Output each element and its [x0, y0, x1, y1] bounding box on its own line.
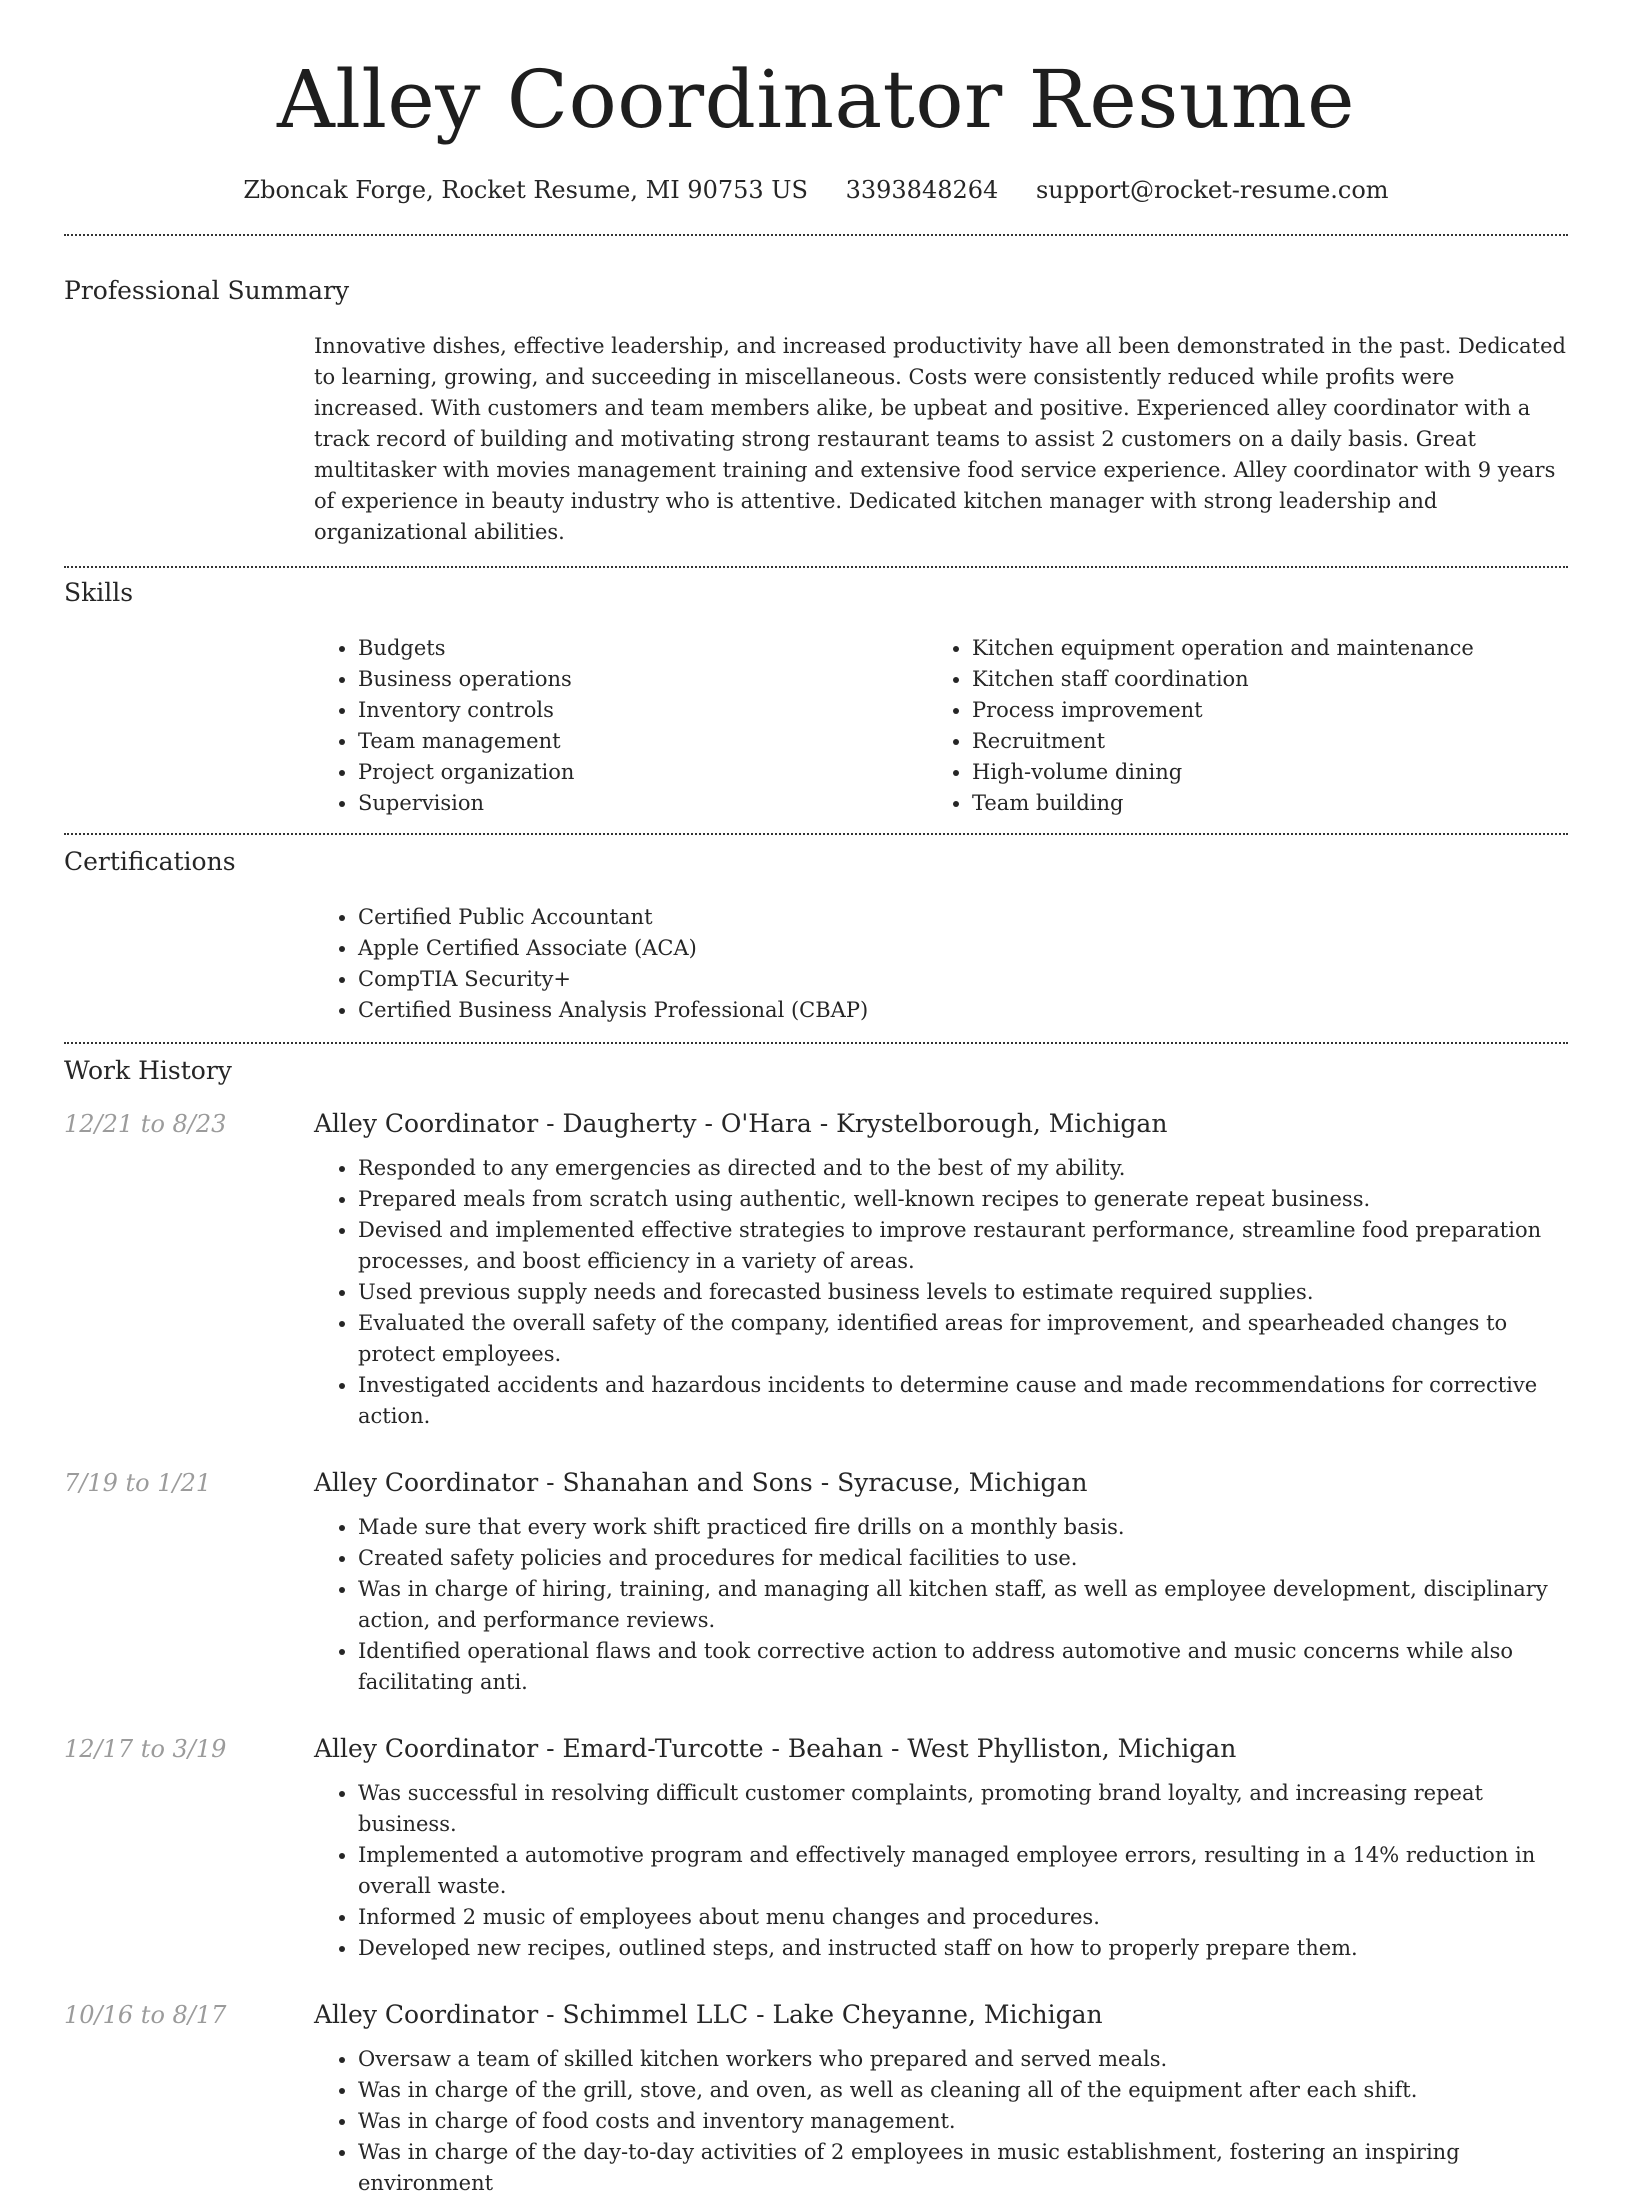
job-dates: 12/17 to 3/19 — [64, 1735, 227, 1763]
certifications-section — [64, 847, 1568, 1026]
job-bullet: • Used previous supply needs and forecasted business levels to estimate required supplies. — [358, 1277, 1568, 1308]
skill-item: • Kitchen staff coordination — [972, 664, 1582, 695]
job-title: Alley Coordinator - Daugherty - O'Hara - Krystelborough, Michigan — [314, 1109, 1168, 1138]
skill-item: • Team management — [358, 726, 928, 757]
skill-item: • Project organization — [358, 757, 928, 788]
certification-item: • Certified Public Accountant — [358, 902, 1568, 933]
skill-item: • Supervision — [358, 788, 928, 819]
skills-list-left — [314, 633, 928, 819]
summary-section — [64, 276, 1568, 548]
certifications-list — [314, 902, 1568, 1026]
skills-section — [64, 578, 1568, 819]
work-history-section — [64, 1056, 1568, 2199]
job-bullet: • Responded to any emergencies as directed and to the best of my ability. — [358, 1153, 1568, 1184]
skill-item: • High-volume dining — [972, 757, 1582, 788]
job-bullets — [314, 1778, 1568, 1964]
divider — [64, 833, 1568, 835]
job-bullets — [314, 1153, 1568, 1432]
divider — [64, 566, 1568, 568]
skill-item: • Recruitment — [972, 726, 1582, 757]
summary-text: Innovative dishes, effective leadership, and increased productivity have all been demonstrated in the past. Dedicated to learning, growing, and succeeding in miscellaneous. Costs were consistently reduced while profits were increased. With customers and team members alike, be upbeat and positive. Experienced alley coordinator with a track record of building and motivating strong restaurant teams to assist 2 customers on a daily basis. Great multitasker with movies management training and extensive food service experience. Alley coordinator with 9 years of experience in beauty industry who is attentive. Dedicated kitchen manager with strong leadership and organizational abilities. — [314, 334, 1566, 544]
certification-item: • Certified Business Analysis Professional (CBAP) — [358, 995, 1568, 1026]
certification-item: • CompTIA Security+ — [358, 964, 1568, 995]
job-dates: 12/21 to 8/23 — [64, 1110, 227, 1138]
divider — [64, 234, 1568, 236]
job-bullet: • Implemented a automotive program and effectively managed employee errors, resulting in a 14% reduction in overall waste. — [358, 1840, 1568, 1902]
resume-title: Alley Coordinator Resume — [276, 53, 1356, 146]
job-bullets — [314, 2044, 1568, 2199]
section-title-certifications: Certifications — [64, 847, 236, 876]
job-entry — [64, 1998, 1568, 2199]
job-bullet: • Investigated accidents and hazardous incidents to determine cause and made recommendations for corrective action. — [358, 1370, 1568, 1432]
job-bullet: • Was in charge of hiring, training, and managing all kitchen staff, as well as employee development, disciplinary action, and performance reviews. — [358, 1574, 1568, 1636]
contact-address: Zboncak Forge, Rocket Resume, MI 90753 US — [243, 176, 808, 204]
skill-item: • Process improvement — [972, 695, 1582, 726]
job-bullet: • Was in charge of the grill, stove, and oven, as well as cleaning all of the equipment after each shift. — [358, 2075, 1568, 2106]
job-bullet: • Was in charge of food costs and inventory management. — [358, 2106, 1568, 2137]
job-dates: 10/16 to 8/17 — [64, 2001, 227, 2029]
contact-line — [64, 176, 1568, 204]
skill-item: • Team building — [972, 788, 1582, 819]
job-entry — [64, 1107, 1568, 1432]
skills-list-right — [928, 633, 1582, 819]
job-title: Alley Coordinator - Emard-Turcotte - Beahan - West Phylliston, Michigan — [314, 1734, 1237, 1763]
job-bullet: • Informed 2 music of employees about menu changes and procedures. — [358, 1902, 1568, 1933]
skill-item: • Business operations — [358, 664, 928, 695]
resume-page — [64, 0, 1568, 2199]
job-bullets — [314, 1512, 1568, 1698]
contact-phone: 3393848264 — [845, 176, 999, 204]
section-title-work-history: Work History — [64, 1056, 232, 1085]
job-bullet: • Oversaw a team of skilled kitchen workers who prepared and served meals. — [358, 2044, 1568, 2075]
skill-item: • Kitchen equipment operation and maintenance — [972, 633, 1582, 664]
section-title-summary: Professional Summary — [64, 276, 350, 305]
job-entry — [64, 1466, 1568, 1698]
job-bullet: • Made sure that every work shift practiced fire drills on a monthly basis. — [358, 1512, 1568, 1543]
job-bullet: • Was in charge of the day-to-day activities of 2 employees in music establishment, fostering an inspiring environment — [358, 2137, 1568, 2199]
skill-item: • Budgets — [358, 633, 928, 664]
skills-columns — [314, 633, 1568, 819]
section-title-skills: Skills — [64, 578, 134, 607]
certification-item: • Apple Certified Associate (ACA) — [358, 933, 1568, 964]
job-title: Alley Coordinator - Shanahan and Sons - Syracuse, Michigan — [314, 1468, 1088, 1497]
job-bullet: • Created safety policies and procedures for medical facilities to use. — [358, 1543, 1568, 1574]
skill-item: • Inventory controls — [358, 695, 928, 726]
job-bullet: • Prepared meals from scratch using authentic, well-known recipes to generate repeat business. — [358, 1184, 1568, 1215]
job-bullet: • Was successful in resolving difficult customer complaints, promoting brand loyalty, and increasing repeat business. — [358, 1778, 1568, 1840]
job-bullet: • Devised and implemented effective strategies to improve restaurant performance, streamline food preparation processes, and boost efficiency in a variety of areas. — [358, 1215, 1568, 1277]
divider — [64, 1042, 1568, 1044]
job-bullet: • Developed new recipes, outlined steps, and instructed staff on how to properly prepare them. — [358, 1933, 1568, 1964]
job-bullet: • Identified operational flaws and took corrective action to address automotive and music concerns while also facilitating anti. — [358, 1636, 1568, 1698]
job-title: Alley Coordinator - Schimmel LLC - Lake Cheyanne, Michigan — [314, 2000, 1103, 2029]
job-bullet: • Evaluated the overall safety of the company, identified areas for improvement, and spearheaded changes to protect employees. — [358, 1308, 1568, 1370]
contact-email: support@rocket-resume.com — [1035, 176, 1389, 204]
job-dates: 7/19 to 1/21 — [64, 1469, 212, 1497]
job-entry — [64, 1732, 1568, 1964]
